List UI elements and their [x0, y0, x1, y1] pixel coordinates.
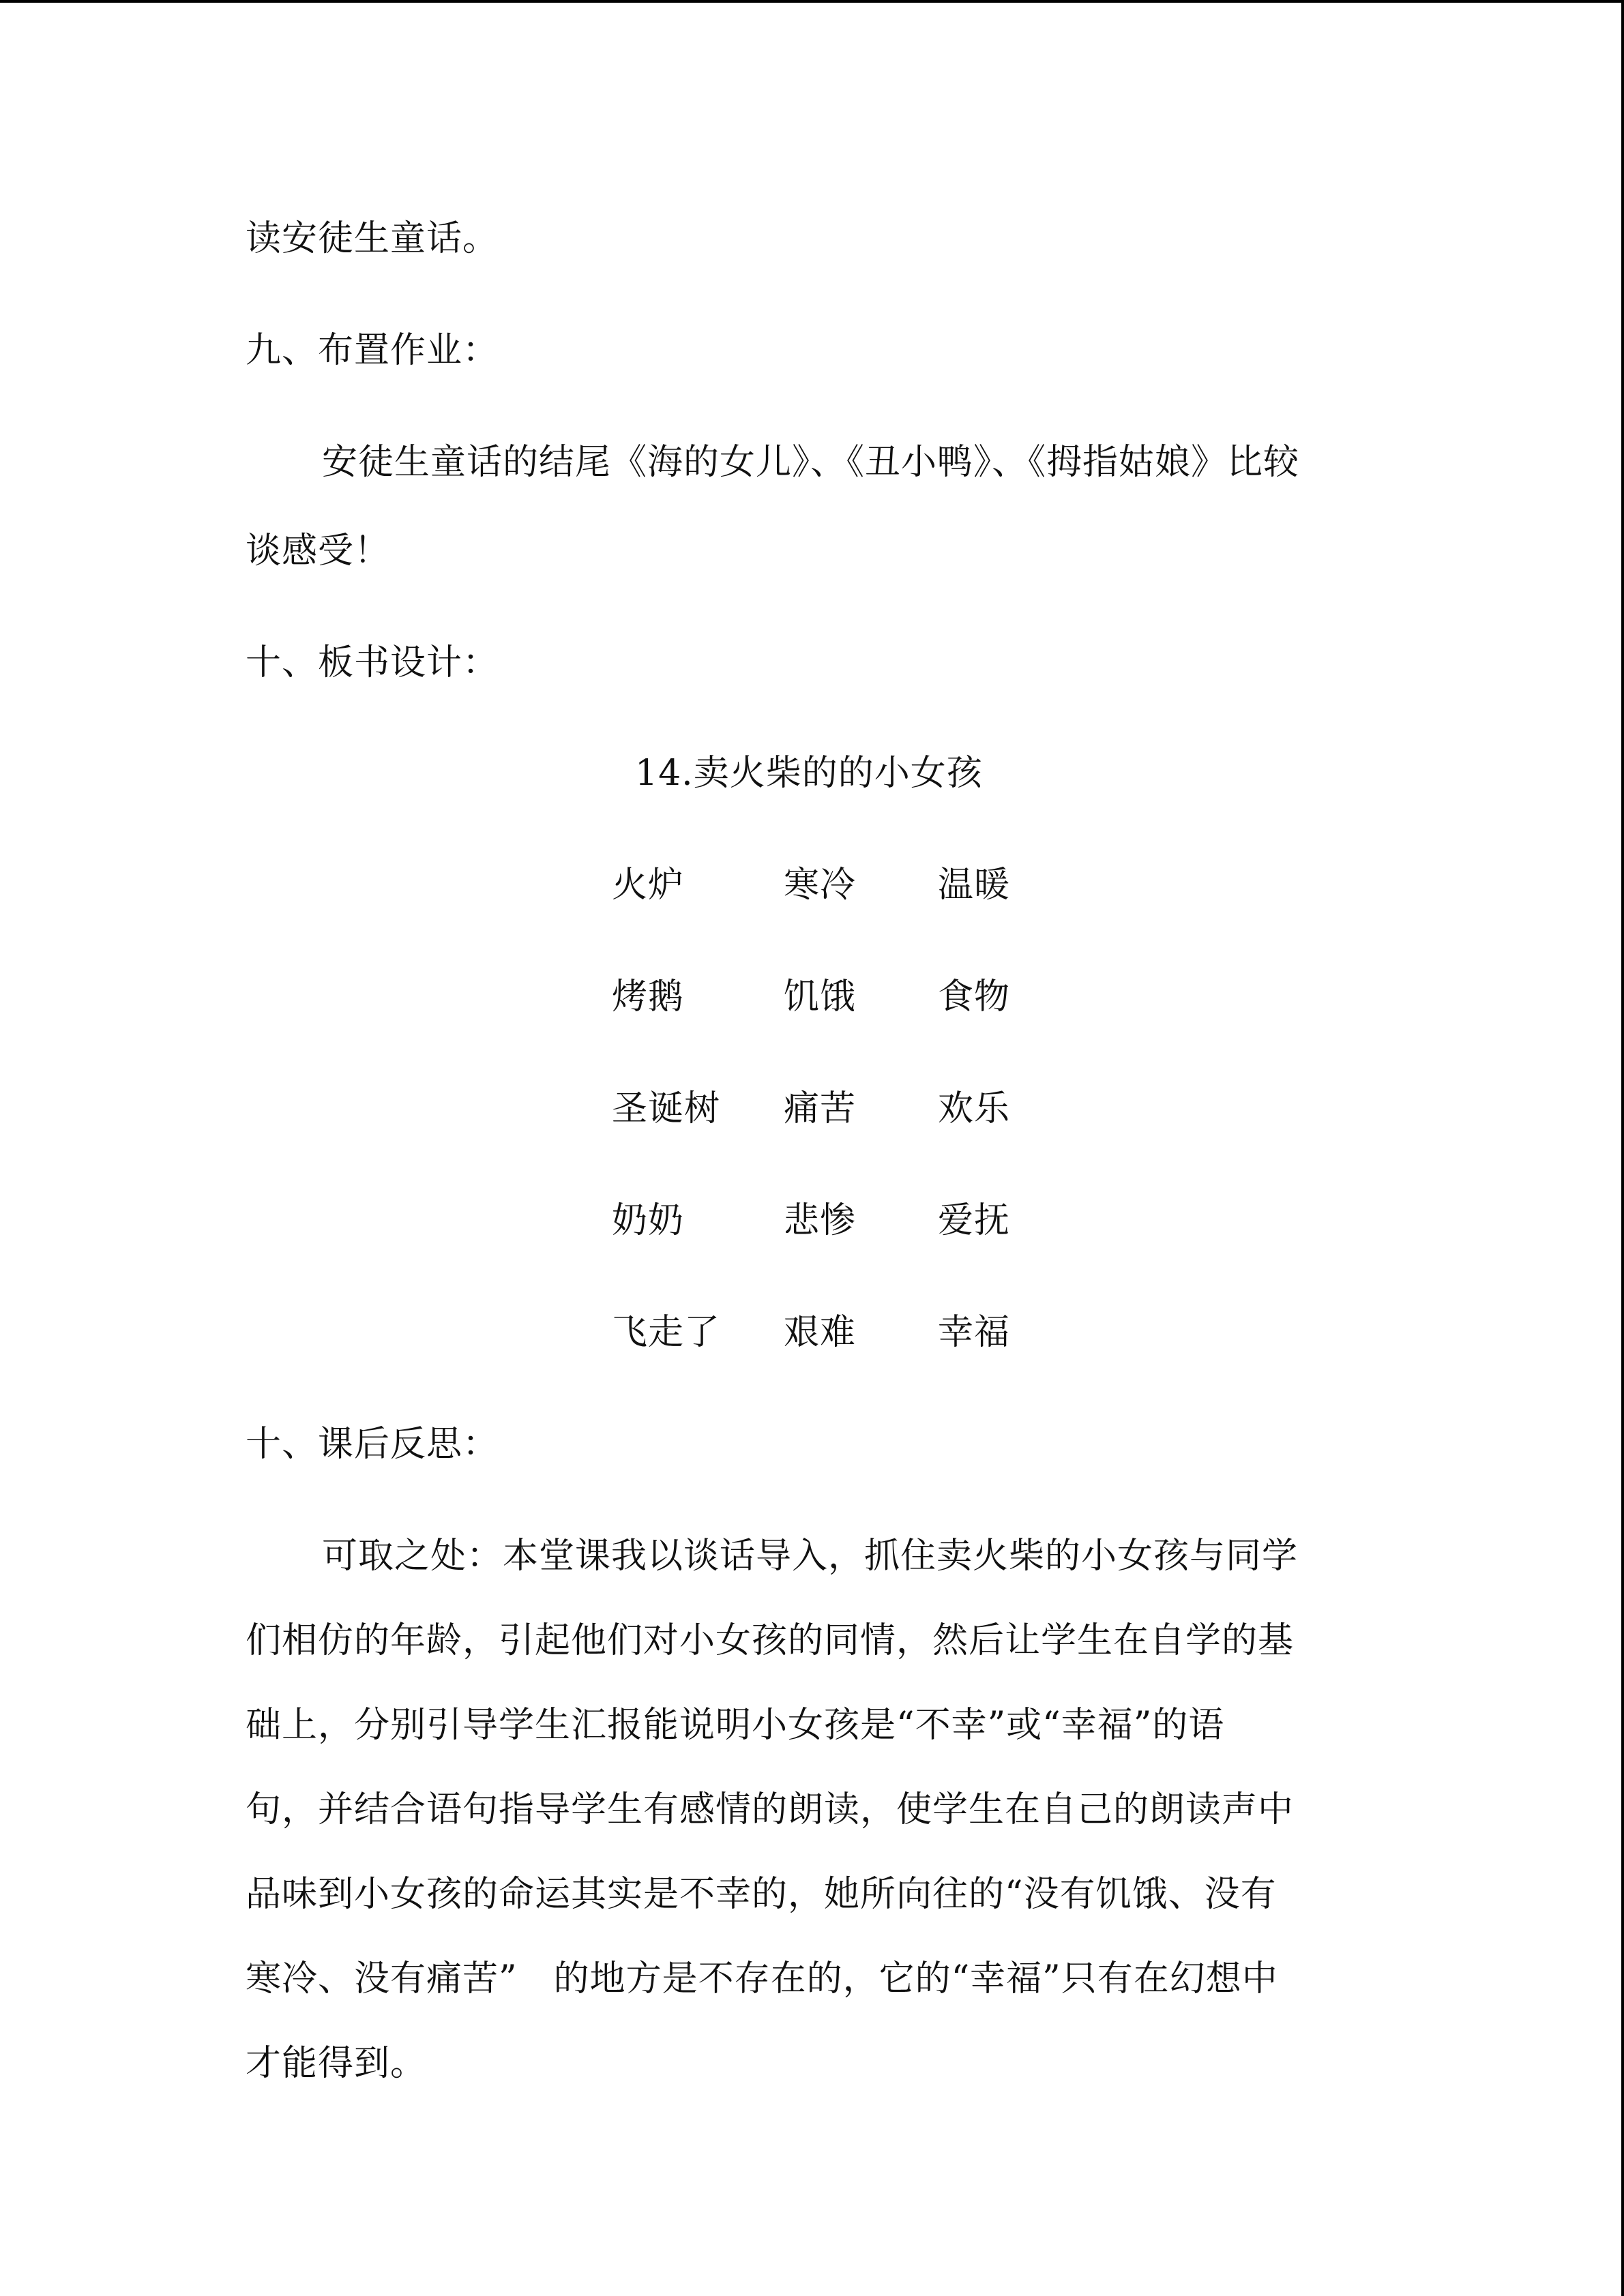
reflection-line: 寒冷、没有痛苦” 的地方是不存在的，它的“幸福”只有在幻想中 — [246, 1958, 1278, 1999]
board-cell: 烤鹅 — [612, 976, 685, 1017]
board-cell: 火炉 — [612, 865, 685, 906]
paragraph-text: 谈感受！ — [246, 531, 391, 571]
board-cell: 欢乐 — [938, 1088, 1011, 1129]
reflection-line: 才能得到。 — [246, 2043, 427, 2084]
board-cell: 幸福 — [938, 1312, 1011, 1353]
page-top-border — [0, 0, 1624, 3]
board-cell: 温暖 — [938, 865, 1011, 906]
board-row — [0, 865, 1624, 906]
board-cell: 寒冷 — [784, 865, 857, 906]
section-heading-board-design: 十、板书设计： — [246, 642, 499, 683]
reflection-line: 们相仿的年龄，引起他们对小女孩的同情，然后让学生在自学的基 — [246, 1620, 1295, 1661]
board-row — [0, 1312, 1624, 1353]
board-row — [0, 1088, 1624, 1129]
paragraph-text: 安徒生童话的结尾《海的女儿》、《丑小鸭》、《拇指姑娘》比较 — [322, 442, 1300, 483]
board-cell: 悲惨 — [784, 1200, 857, 1241]
board-cell: 痛苦 — [784, 1088, 857, 1129]
section-heading-reflection: 十、课后反思： — [246, 1424, 499, 1465]
board-cell: 艰难 — [784, 1312, 857, 1353]
board-cell: 食物 — [938, 976, 1011, 1017]
section-heading-homework: 九、布置作业： — [246, 330, 499, 371]
board-title: 14.卖火柴的的小女孩 — [635, 753, 983, 794]
reflection-line: 句，并结合语句指导学生有感情的朗读，使学生在自己的朗读声中 — [246, 1789, 1295, 1830]
board-cell: 爱抚 — [938, 1200, 1011, 1241]
reflection-line: 品味到小女孩的命运其实是不幸的，她所向往的“没有饥饿、没有 — [246, 1874, 1277, 1915]
board-cell: 飞走了 — [612, 1312, 721, 1353]
paragraph-text: 读安徒生童话。 — [246, 218, 499, 259]
board-cell: 饥饿 — [784, 976, 857, 1017]
board-cell: 奶奶 — [612, 1200, 685, 1241]
page-right-border — [1621, 0, 1624, 2296]
reflection-line: 可取之处：本堂课我以谈话导入，抓住卖火柴的小女孩与同学 — [322, 1536, 1299, 1577]
board-row — [0, 976, 1624, 1017]
board-row — [0, 1200, 1624, 1241]
reflection-line: 础上，分别引导学生汇报能说明小女孩是“不幸”或“幸福”的语 — [246, 1705, 1225, 1746]
board-cell: 圣诞树 — [612, 1088, 721, 1129]
